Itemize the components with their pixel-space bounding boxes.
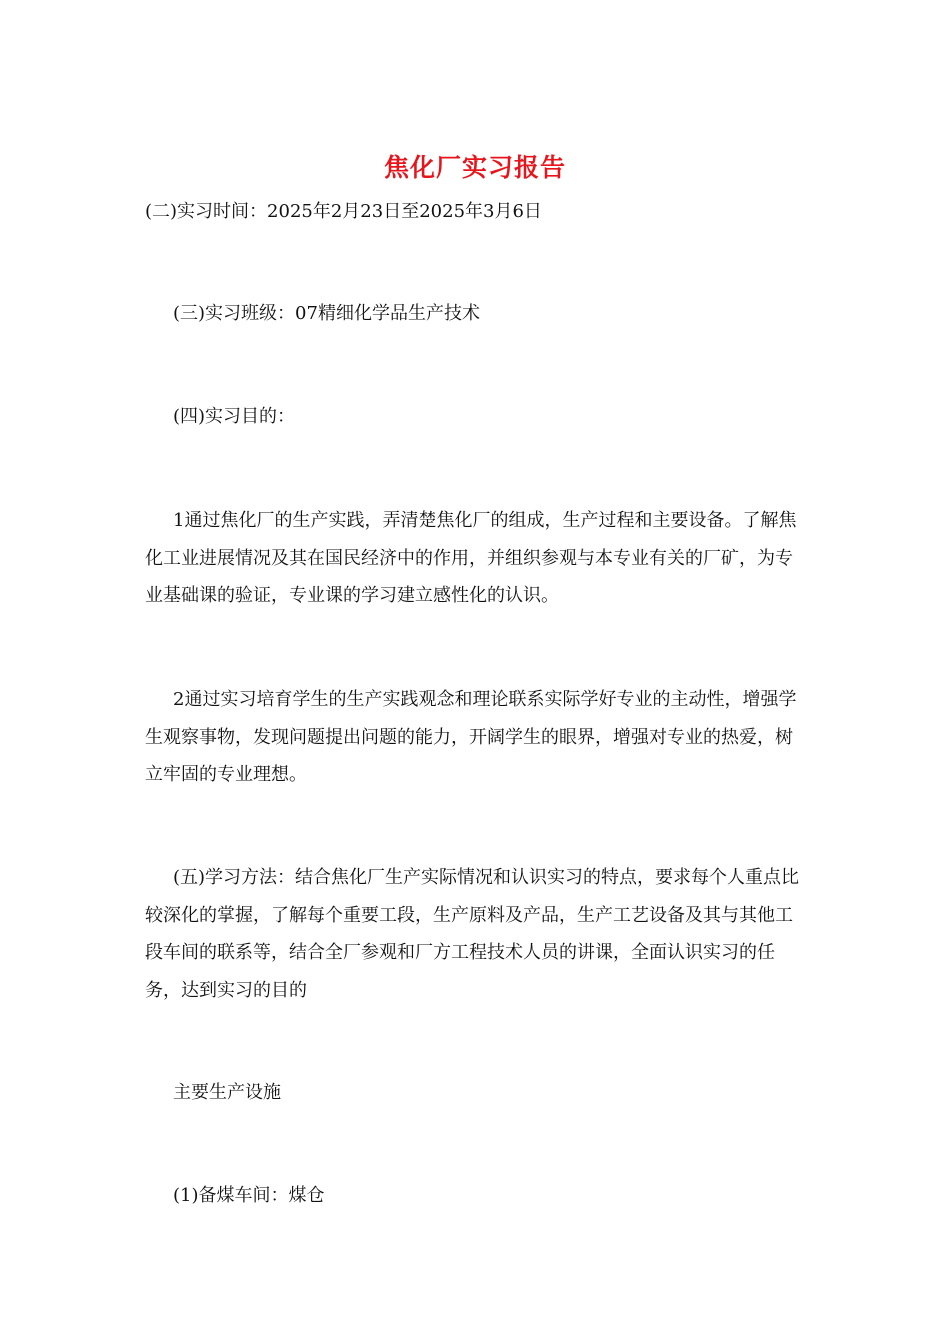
paragraph-internship-class: (三)实习班级：07精细化学品生产技术 xyxy=(173,303,480,324)
paragraph-internship-purpose-heading: (四)实习目的： xyxy=(173,406,296,427)
paragraph-coal-workshop: (1)备煤车间：煤仓 xyxy=(173,1185,325,1206)
paragraph-learning-method: (五)学习方法：结合焦化厂生产实际情况和认识实习的特点，要求每个人重点比较深化的掌握，了解每个重要工段，生产原料及产品，生产工艺设备及其与其他工段车间的联系等，结合全厂参观和厂方工程技术人员的讲课，全面认识实习的任务，达到实习的目的 xyxy=(145,867,800,1001)
paragraph-purpose-1: 1通过焦化厂的生产实践，弄清楚焦化厂的组成，生产过程和主要设备。了解焦化工业进展情况及其在国民经济中的作用，并组织参观与本专业有关的厂矿，为专业基础课的验证，专业课的学习建立感性化的认识。 xyxy=(145,510,797,606)
paragraph-purpose-2: 2通过实习培育学生的生产实践观念和理论联系实际学好专业的主动性，增强学生观察事物，发现问题提出问题的能力，开阔学生的眼界，增强对专业的热爱，树立牢固的专业理想。 xyxy=(145,689,797,785)
document-title: 焦化厂实习报告 xyxy=(383,153,566,182)
paragraph-internship-time: (二)实习时间：2025年2月23日至2025年3月6日 xyxy=(145,201,542,222)
paragraph-main-facilities: 主要生产设施 xyxy=(173,1082,281,1103)
